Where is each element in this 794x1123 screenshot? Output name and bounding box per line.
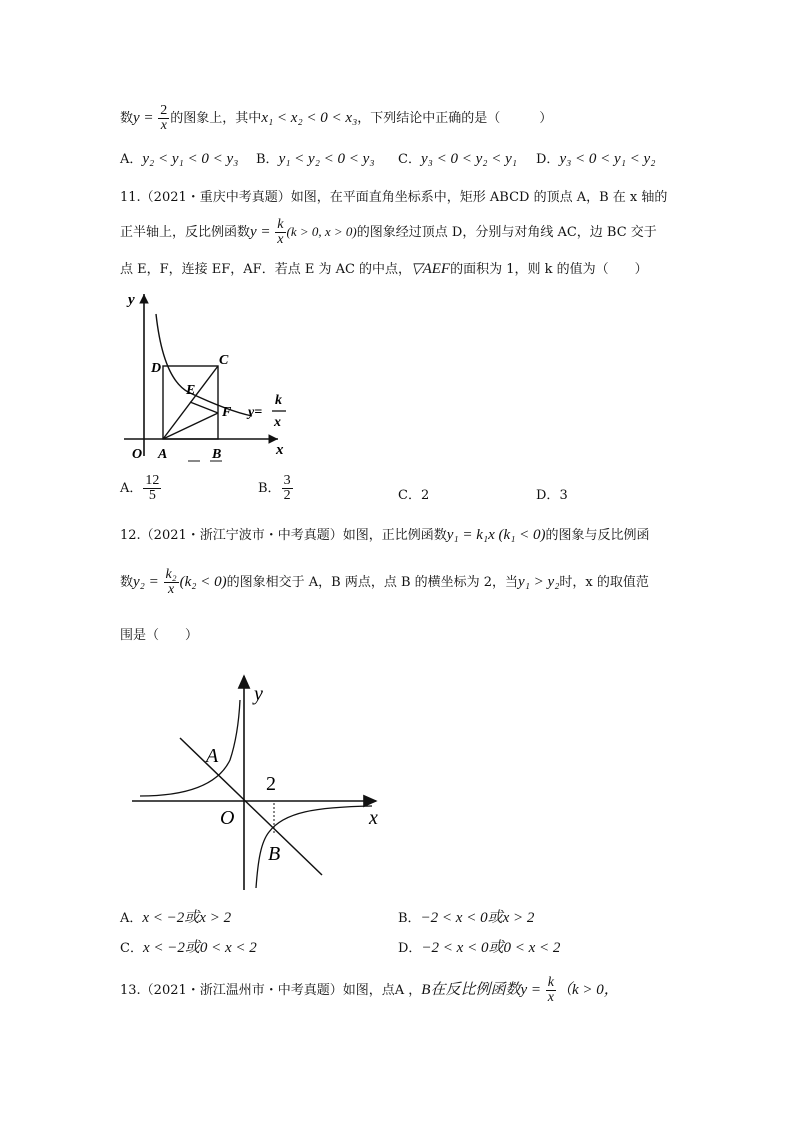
q11-curve-label-x: x [274, 415, 281, 430]
q13-fraction: $\frac{k}{x}$ [547, 975, 554, 1005]
q12-line2: 数y₂ = $\frac{\text{k₂}}{x}$ (k₂ < 0)的图象相交于 A，B 两点，点 B 的横坐标为 2，当y₁ > y₂时，x 的取值范 [120, 567, 649, 597]
q12-label-b: B [268, 843, 281, 865]
q10-stem: 数y = $\frac{2}{x}$ 的图象上，其中x₁ < x₂ < 0 < x₃，下列结论中正确的是（ ） [120, 103, 553, 133]
q11-label-a: A [158, 447, 168, 462]
q12-option-c: C．x < −2或0 < x < 2 [120, 940, 257, 956]
q11-figure [118, 288, 298, 463]
q12-label-a: A [206, 745, 219, 767]
q10-option-a: A．y₂ < y₁ < 0 < y₃ [120, 151, 239, 167]
q12-line-y1 [180, 738, 322, 875]
q12-label-o: O [220, 807, 235, 829]
q11-label-f: F [222, 405, 232, 420]
q11-label-d: D [151, 361, 162, 376]
q10-option-b: B．y₁ < y₂ < 0 < y₃ [256, 151, 375, 167]
q12-option-b: B．−2 < x < 0或x > 2 [398, 910, 535, 926]
q11-curve-label-k: k [275, 393, 282, 408]
q13-line1: 13.（2021・浙江温州市・中考真题）如图，点A ，B在反比例函数y = $\frac{k}{x}$ （k > 0， [120, 975, 619, 1005]
q11-label-y: y [128, 292, 135, 308]
q12-option-d: D．−2 < x < 0或0 < x < 2 [398, 940, 561, 956]
q10-option-d: D．y₃ < 0 < y₁ < y₂ [536, 151, 656, 167]
q11-curve-label-y: y= [248, 405, 263, 420]
q12-figure [126, 670, 396, 892]
q10-option-c: C．y₃ < 0 < y₂ < y₁ [398, 151, 517, 167]
q12-label-two: 2 [266, 773, 276, 795]
q11-segment-af [163, 413, 218, 439]
q12-label-y: y [254, 683, 263, 705]
q11-line2: 正半轴上，反比例函数y = $\frac{k}{x}$ (k > 0, x > 0)的图象经过顶点 D，分别与对角线 AC，边 BC 交于 [120, 217, 657, 247]
q12-fraction: $\frac{\text{k₂}}{x}$ [165, 567, 177, 597]
q12-option-a: A．x < −2或x > 2 [120, 910, 232, 926]
q11-label-b: B [212, 447, 222, 462]
q11-line3: 点 E，F，连接 EF，AF．若点 E 为 AC 的中点，▽AEF的面积为 1，则 k 的值为（ ） [120, 261, 648, 277]
q11-label-o: O [132, 447, 143, 462]
q10-fraction: $\frac{2}{x}$ [160, 103, 168, 133]
q11-option-d: D．3 [536, 488, 568, 503]
q11-label-e: E [186, 383, 196, 398]
q12-line1: 12.（2021・浙江宁波市・中考真题）如图，正比例函数y₁ = k₁x (k₁ < 0)的图象与反比例函 [120, 527, 650, 543]
q12-line3: 围是（ ） [120, 628, 199, 643]
q11-fraction: $\frac{k}{x}$ [277, 217, 284, 247]
q11-label-c: C [219, 353, 229, 368]
q11-line1: 11.（2021・重庆中考真题）如图，在平面直角坐标系中，矩形 ABCD 的顶点 A，B 在 x 轴的 [120, 190, 668, 205]
q12-label-x: x [369, 807, 378, 829]
q11-option-a: A． $\frac{12}{5}$ [120, 473, 160, 503]
q11-hyperbola [156, 314, 252, 416]
q11-option-b: B． $\frac{3}{2}$ [258, 473, 291, 503]
q11-label-x: x [276, 442, 284, 458]
q11-option-c: C．2 [398, 488, 430, 503]
